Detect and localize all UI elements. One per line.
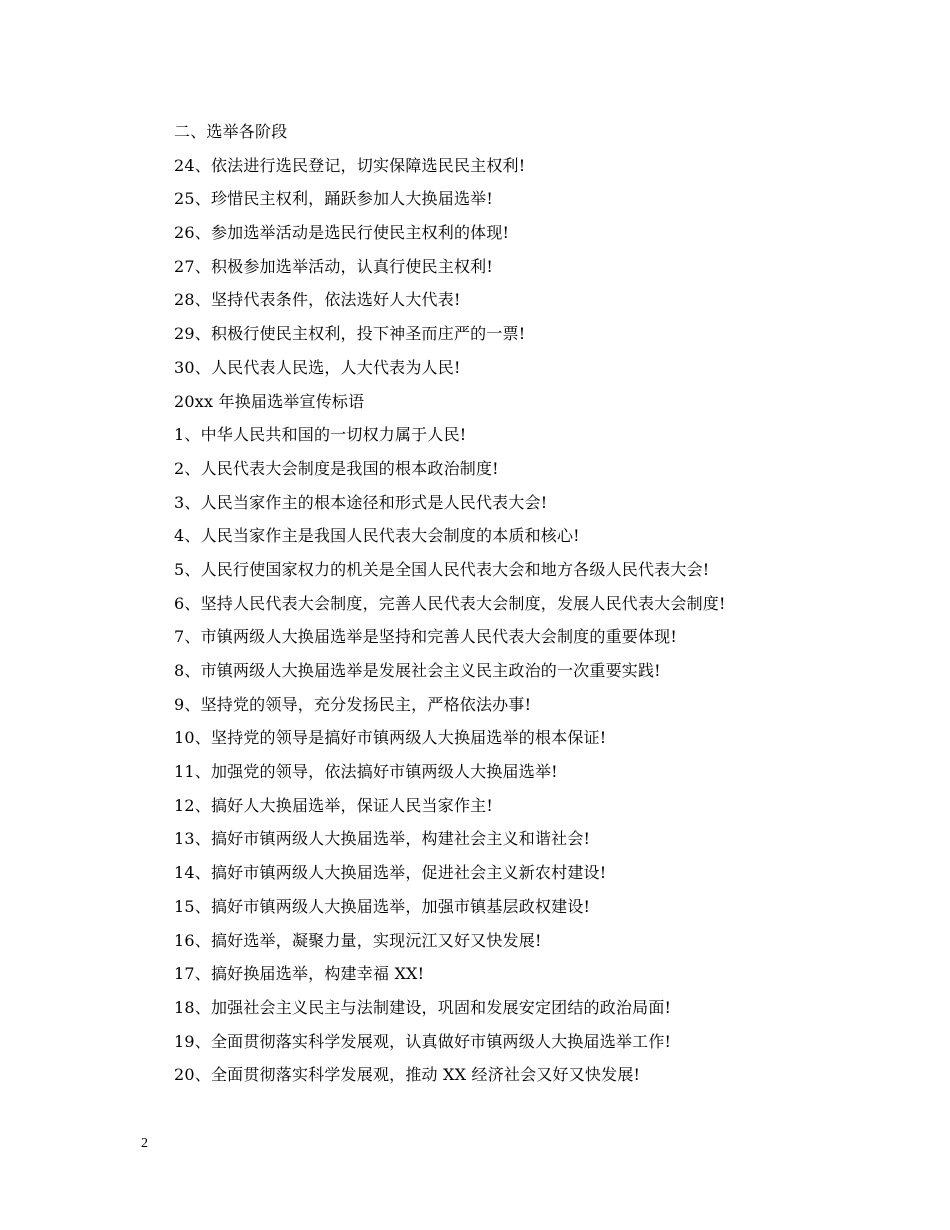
text-line: 6、坚持人民代表大会制度，完善人民代表大会制度，发展人民代表大会制度! [174,593,726,613]
text-line: 16、搞好选举，凝聚力量，实现沅江又好又快发展! [174,930,542,950]
text-line: 1、中华人民共和国的一切权力属于人民! [174,425,467,445]
text-line: 12、搞好人大换届选举，保证人民当家作主! [174,795,493,815]
text-line: 13、搞好市镇两级人大换届选举，构建社会主义和谐社会! [174,829,591,849]
text-line: 2、人民代表大会制度是我国的根本政治制度! [174,458,499,478]
text-line: 26、参加选举活动是选民行使民主权利的体现! [174,223,510,243]
text-line: 25、珍惜民主权利，踊跃参加人大换届选举! [174,189,493,209]
page-number: 2 [141,1136,148,1151]
text-line: 9、坚持党的领导，充分发扬民主，严格依法办事! [174,694,532,714]
text-line: 28、坚持代表条件，依法选好人大代表! [174,290,461,310]
text-line: 11、加强党的领导，依法搞好市镇两级人大换届选举! [174,762,558,782]
section-heading: 20xx 年换届选举宣传标语 [174,391,365,411]
text-line: 18、加强社会主义民主与法制建设，巩固和发展安定团结的政治局面! [174,997,672,1017]
text-line: 8、市镇两级人大换届选举是发展社会主义民主政治的一次重要实践! [174,661,661,680]
text-line: 15、搞好市镇两级人大换届选举，加强市镇基层政权建设! [174,896,591,916]
text-line: 27、积极参加选举活动，认真行使民主权利! [174,256,493,276]
text-line: 14、搞好市镇两级人大换届选举，促进社会主义新农村建设! [174,863,607,883]
document-body [174,115,894,1092]
text-line: 7、市镇两级人大换届选举是坚持和完善人民代表大会制度的重要体现! [174,627,678,647]
text-line: 30、人民代表人民选，人大代表为人民! [174,357,461,377]
text-line: 10、坚持党的领导是搞好市镇两级人大换届选举的根本保证! [174,728,607,748]
text-line: 5、人民行使国家权力的机关是全国人民代表大会和地方各级人民代表大会! [174,559,710,579]
text-line: 19、全面贯彻落实科学发展观，认真做好市镇两级人大换届选举工作! [174,1031,672,1051]
text-line: 3、人民当家作主的根本途径和形式是人民代表大会! [174,492,548,512]
text-line: 20、全面贯彻落实科学发展观，推动 XX 经济社会又好又快发展! [174,1065,641,1085]
text-line: 24、依法进行选民登记，切实保障选民民主权利! [174,155,526,175]
text-line: 29、积极行使民主权利，投下神圣而庄严的一票! [174,324,526,344]
text-line: 4、人民当家作主是我国人民代表大会制度的本质和核心! [174,526,580,546]
section-heading: 二、选举各阶段 [174,122,288,141]
text-line: 17、搞好换届选举，构建幸福 XX! [174,964,425,984]
